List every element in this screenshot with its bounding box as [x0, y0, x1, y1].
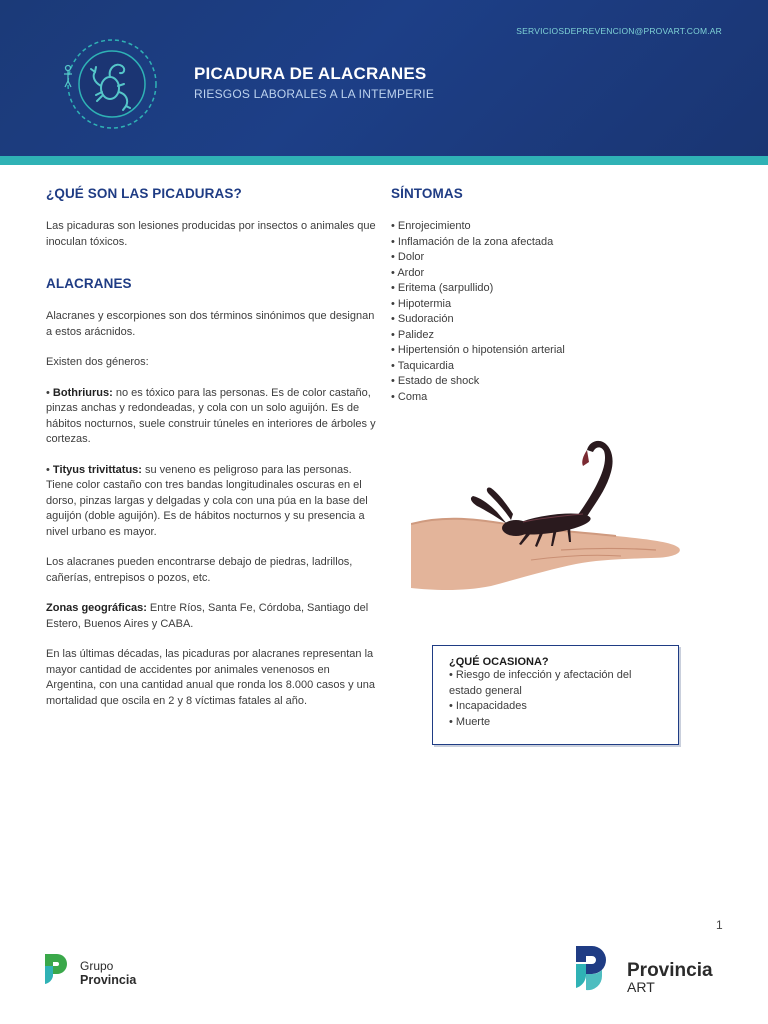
logo-right-line2: ART [627, 979, 655, 995]
header-divider [0, 156, 768, 165]
text-zonas: Entre Ríos, Santa Fe, Córdoba, Santiago del Estero, Buenos Aires y CABA. [46, 602, 369, 630]
header-email[interactable]: SERVICIOSDEPREVENCION@PROVART.COM.AR [516, 26, 722, 36]
consequences-list [449, 668, 664, 730]
symptoms-list [391, 219, 721, 405]
heading-alacranes: ALACRANES [46, 276, 132, 291]
label-zonas: Zonas geográficas: [46, 602, 147, 614]
list-item: • Inflamación de la zona afectada [391, 235, 721, 251]
paragraph-tityus: • Tityus trivittatus: su veneno es peligroso para las personas. Tiene color castaño con tres bandas longitudinales oscuras en el dorso, pinzas largas y delgadas y cola con una púa en la base del aguijón (doble aguijón). Es de hábitos nocturnos y su presencia a nivel urbano es mayor. [46, 463, 368, 538]
paragraph-ubicacion: Los alacranes pueden encontrarse debajo de piedras, ladrillos, cañerías, entrepisos o pozos, etc. [46, 556, 353, 584]
paragraph-picaduras: Las picaduras son lesiones producidas por insectos o animales que inoculan tóxicos. [46, 220, 376, 248]
que-ocasiona-box [432, 645, 679, 745]
logo-left-line2: Provincia [80, 973, 137, 987]
list-item: • Riesgo de infección y afectación del estado general [449, 669, 632, 697]
text-tityus: su veneno es peligroso para las personas. Tiene color castaño con tres bandas longitudinales oscuras en el dorso, pinzas largas y delgadas y cola con una púa en la base del aguijón (doble aguijón). Es de hábitos nocturnos y su presencia a nivel urbano es mayor. [46, 463, 368, 538]
provincia-art-logo [575, 944, 725, 996]
page-number: 1 [716, 918, 723, 932]
logo-left-line1: Grupo [80, 959, 114, 973]
paragraph-estadisticas: En las últimas décadas, las picaduras por alacranes representan la mayor cantidad de accidentes por animales venenosos en Argentina, con una cantidad anual que ronda los 8.000 casos y una mortalidad que oscila en 2 y 8 víctimas fatales al año. [46, 648, 376, 707]
paragraph-sinonimos: Alacranes y escorpiones son dos términos sinónimos que designan a estos arácnidos. [46, 310, 375, 338]
page-subtitle: RIESGOS LABORALES A LA INTEMPERIE [194, 87, 435, 101]
grupo-provincia-logo [44, 952, 154, 988]
scorpion-circle-icon [60, 36, 160, 132]
list-item: • Dolor [391, 250, 721, 266]
list-item: • Muerte [449, 715, 491, 728]
label-bothriurus: Bothriurus: [52, 386, 113, 399]
logo-right-line1: Provincia [627, 960, 713, 981]
scorpion-on-hand-image [411, 432, 686, 592]
page-header [0, 0, 768, 156]
paragraph-bothriurus: • Bothriurus: no es tóxico para las personas. Es de color castaño, pinzas anchas y redondeadas, y cola con un solo aguijón. Es de hábitos nocturnos, suele construir túneles en interiores de árboles y cortezas. [46, 386, 376, 445]
list-item: • Hipertensión o hipotensión arterial [391, 343, 721, 359]
heading-que-son: ¿QUÉ SON LAS PICADURAS? [46, 186, 242, 201]
page-title: PICADURA DE ALACRANES [194, 64, 427, 83]
paragraph-generos: Existen dos géneros: [46, 356, 149, 368]
list-item: • Incapacidades [449, 700, 527, 712]
list-item: • Hipotermia [391, 297, 721, 313]
list-item: • Enrojecimiento [391, 219, 721, 235]
list-item: • Taquicardia [391, 359, 721, 375]
heading-que-ocasiona: ¿QUÉ OCASIONA? [449, 656, 549, 668]
list-item: • Palidez [391, 328, 721, 344]
left-column [46, 186, 378, 709]
list-item: • Eritema (sarpullido) [391, 281, 721, 297]
text-bothriurus: no es tóxico para las personas. Es de color castaño, pinzas anchas y redondeadas, y cola con un solo aguijón. Es de hábitos nocturnos, suele construir túneles en interiores de árboles y cortezas. [46, 386, 376, 445]
label-tityus: Tityus trivittatus: [52, 463, 142, 476]
list-item: • Coma [391, 390, 721, 406]
paragraph-zonas [46, 601, 378, 632]
list-item: • Ardor [391, 266, 721, 282]
heading-sintomas: SÍNTOMAS [391, 186, 463, 201]
right-column [391, 186, 721, 405]
list-item: • Estado de shock [391, 374, 721, 390]
list-item: • Sudoración [391, 312, 721, 328]
